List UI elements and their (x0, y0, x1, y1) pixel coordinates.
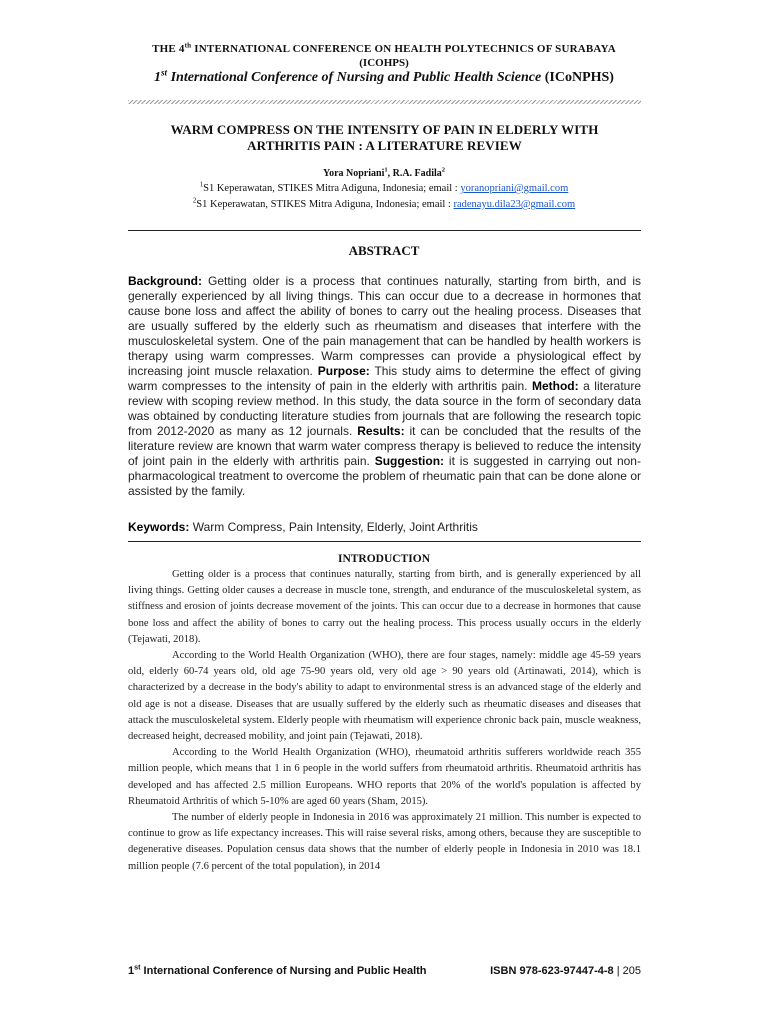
paragraph: Getting older is a process that continues naturally, starting from birth, and is generally experienced by all living things. Getting older causes a decrease in muscle tone, strength, and endurance of the musculoskeletal system, as stiffness and erosion of joints decrease movement of the joints. This can occur due to a decrease in hormones that cause bone loss and affect the ability of bones to carry out the healing process. This process usually occurs in the elderly (Tejawati, 2018). (128, 569, 641, 645)
abstract-heading: ABSTRACT (348, 243, 420, 258)
paragraph: According to the World Health Organization (WHO), there are four stages, namely: middle age 45-59 years old, elderly 60-74 years old, old age 75-90 years old, very old age > 90 years old (Artinawati, 2014), which is characterized by a decrease in the body's ability to adapt to environmental stress is an advanced stage of the elderly and old age is not a disease. Diseases that are usually suffered by the elderly such as rheumatic diseases and diseases that attack the musculoskeletal system. Elderly people with rheumatism will experience chronic back pain, muscle weakness, decreased height, decreased mobility, and joint pain (Tejawati, 2018). (128, 650, 641, 743)
introduction-body (128, 567, 641, 875)
paper-title: WARM COMPRESS ON THE INTENSITY OF PAIN IN ELDERLY WITH ARTHRITIS PAIN : A LITERATURE REVIEW (170, 122, 599, 153)
abstract-bottom-rule (128, 541, 641, 542)
footer-isbn-page: ISBN 978-623-97447-4-8 | 205 (490, 965, 641, 977)
abstract-top-rule (128, 230, 641, 231)
conference-header-line1: THE 4th INTERNATIONAL CONFERENCE ON HEALTH POLYTECHNICS OF SURABAYA (152, 41, 616, 55)
paragraph: The number of elderly people in Indonesia in 2016 was approximately 21 million. This number is expected to continue to grow as life expectancy increases. This will raise several risks, among others, because they are susceptible to degenerative diseases. Population census data shows that the number of elderly people in Indonesia in 2010 was 18.1 million people (7.6 percent of the total population), in 2014 (128, 812, 641, 872)
abstract-body: Background: Getting older is a process that continues naturally, starting from birth, and is generally experienced by all living things. This can occur due to a decrease in hormones that cause bone loss and affect the ability of bones to carry out the healing process. Diseases that are usually suffered by the elderly such as rheumatism and diseases that interfere with the musculoskeletal system. One of the pain management that can be handled by health workers is therapy using warm compresses. Warm compresses can provide a physiological effect by increasing joint muscle relaxation. Purpose: This study aims to determine the effect of giving warm compresses to the intensity of pain in the elderly with arthritis pain. Method: a literature review with scoping review method. In this study, the data source in the form of secondary data was obtained by conducting literature studies from journals that are following the research topic from 2012-2020 as many as 12 journals. Results: it can be concluded that the results of the literature review are known that warm water compress therapy is believed to reduce the intensity of joint pain in the elderly with arthritis pain. Suggestion: it is suggested in carrying out non-pharmacological treatment to overcome the problem of rheumatic pain that can be done alone or assisted by the family. (128, 274, 642, 498)
affiliation-2: $^2$S1 Keperawatan, STIKES Mitra Adiguna, Indonesia; email : radenayu.dila23@gmail.com (192, 197, 576, 210)
page-number: 205 (622, 965, 641, 977)
authors: Yora Nopriani$^1$, R.A. Fadila$^2$ (322, 166, 446, 179)
conference-header-line3: 1st International Conference of Nursing and Public Health Science (ICoNPHS) (154, 67, 614, 85)
email-link-2[interactable]: radenayu.dila23@gmail.com (453, 199, 576, 210)
keywords: Keywords: Warm Compress, Pain Intensity, Elderly, Joint Arthritis (128, 520, 478, 534)
affiliation-1: $^1$S1 Keperawatan, STIKES Mitra Adiguna, Indonesia; email : yoranopriani@gmail.com (199, 181, 569, 194)
header-divider (128, 100, 641, 104)
paragraph: According to the World Health Organization (WHO), rheumatoid arthritis sufferers worldwide reach 355 million people, which means that 1 in 6 people in the world suffers from rheumatoid arthritis. Rheumatoid arthritis has developed and has affected 2.5 million Europeans. WHO reports that 20% of the world's population is affected by Rheumatoid Arthritis of which 5-10% are aged 60 years (Sham, 2015). (128, 747, 641, 807)
conference-header-line2: (ICOHPS) (359, 57, 409, 69)
introduction-heading: INTRODUCTION (337, 553, 430, 565)
footer-conference: 1st International Conference of Nursing and Public Health (128, 963, 427, 977)
email-link-1[interactable]: yoranopriani@gmail.com (460, 183, 569, 194)
